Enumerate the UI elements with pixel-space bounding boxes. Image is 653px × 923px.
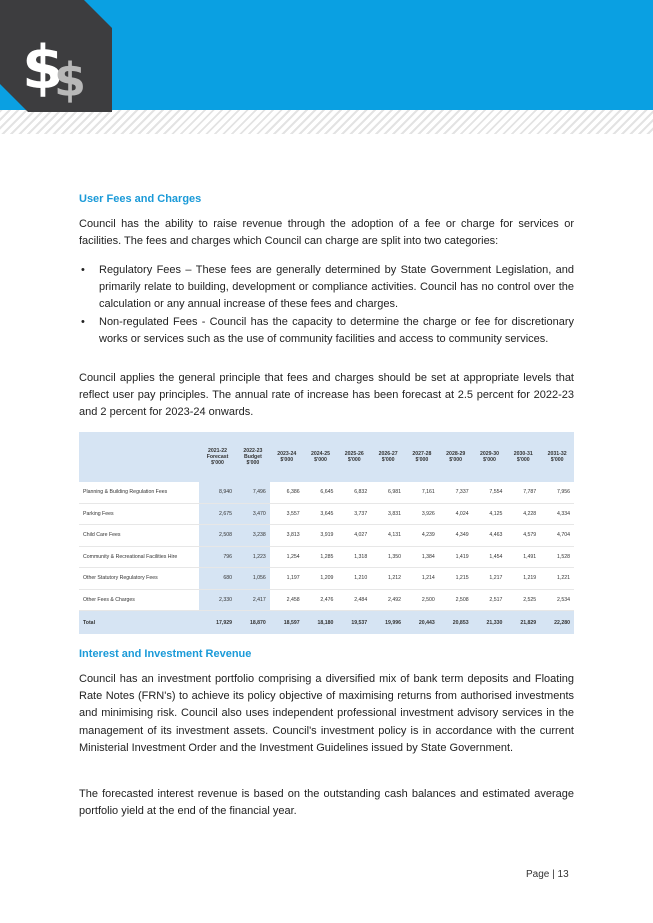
- table-cell: 3,926: [405, 503, 439, 525]
- table-cell: 3,645: [304, 503, 338, 525]
- table-total-cell: 20,443: [405, 611, 439, 635]
- bullet-text: Regulatory Fees – These fees are generally determined by State Government Legislation, and primarily relate to building, development or compliance activities. Council has no control over the calculation or any annual increase of these fees and charges.: [99, 264, 574, 311]
- table-cell: 2,675: [199, 503, 236, 525]
- table-row-label: Parking Fees: [79, 503, 199, 525]
- table-cell: 1,384: [405, 546, 439, 568]
- table-cell: 1,215: [439, 568, 473, 590]
- fees-closing-paragraph: Council applies the general principle that fees and charges should be set at appropriate levels that reflect user pay principles. The annual rate of increase has been forecast at 2.5 percent for 2022-23 and 2 percent for 2023-24 onwards.: [79, 372, 574, 419]
- table-total-cell: 20,853: [439, 611, 473, 635]
- bullet-icon: •: [81, 264, 85, 276]
- table-cell: 2,525: [506, 589, 540, 611]
- table-header-cell: 2021-22 Forecast $'000: [199, 432, 236, 482]
- table-cell: 3,737: [337, 503, 371, 525]
- bullet-non-regulated-fees: [79, 314, 574, 348]
- table-cell: 4,131: [371, 525, 405, 547]
- table-cell: 1,318: [337, 546, 371, 568]
- table-row-label: Planning & Building Regulation Fees: [79, 482, 199, 503]
- table-cell: 2,508: [199, 525, 236, 547]
- table-cell: 3,470: [236, 503, 270, 525]
- table-cell: 1,254: [270, 546, 304, 568]
- table-total-cell: 21,330: [473, 611, 507, 635]
- table-cell: 1,223: [236, 546, 270, 568]
- table-cell: 7,956: [540, 482, 574, 503]
- table-row: [79, 589, 574, 611]
- table-cell: 1,221: [540, 568, 574, 590]
- table-row-label: Other Fees & Charges: [79, 589, 199, 611]
- svg-text:$: $: [54, 53, 87, 107]
- table-cell: 3,813: [270, 525, 304, 547]
- table-cell: 1,350: [371, 546, 405, 568]
- table-cell: 680: [199, 568, 236, 590]
- table-cell: 1,197: [270, 568, 304, 590]
- table-total-cell: 21,829: [506, 611, 540, 635]
- table-row: [79, 546, 574, 568]
- table-cell: 8,940: [199, 482, 236, 503]
- table-total-cell: 22,280: [540, 611, 574, 635]
- table-header-cell: 2022-23 Budget $'000: [236, 432, 270, 482]
- bullet-icon: •: [81, 315, 85, 328]
- table-cell: 2,508: [439, 589, 473, 611]
- table-cell: 4,027: [337, 525, 371, 547]
- table-total-cell: 18,870: [236, 611, 270, 635]
- table-header-cell: 2031-32 $'000: [540, 432, 574, 482]
- fees-bullet-list: [79, 262, 574, 348]
- table-cell: 2,458: [270, 589, 304, 611]
- table-cell: 7,554: [473, 482, 507, 503]
- table-cell: 1,285: [304, 546, 338, 568]
- table-header-cell: 2029-30 $'000: [473, 432, 507, 482]
- table-total-cell: 17,929: [199, 611, 236, 635]
- table-cell: 2,484: [337, 589, 371, 611]
- bullet-text: Non-regulated Fees - Council has the capacity to determine the charge or fee for discretionary works or services such as the use of community facilities and access to community services.: [99, 315, 574, 345]
- table-cell: 3,919: [304, 525, 338, 547]
- fees-intro-paragraph: Council has the ability to raise revenue through the adoption of a fee or charge for services or facilities. The fees and charges which Council can charge are split into two categories:: [79, 218, 574, 248]
- table-cell: 6,645: [304, 482, 338, 503]
- table-cell: 4,334: [540, 503, 574, 525]
- table-header-cell: 2028-29 $'000: [439, 432, 473, 482]
- bullet-regulatory-fees: [79, 262, 574, 314]
- table-cell: 4,125: [473, 503, 507, 525]
- table-cell: 1,214: [405, 568, 439, 590]
- table-total-cell: 18,597: [270, 611, 304, 635]
- table-cell: 2,517: [473, 589, 507, 611]
- table-cell: 2,476: [304, 589, 338, 611]
- table-cell: 1,491: [506, 546, 540, 568]
- table-cell: 1,454: [473, 546, 507, 568]
- table-cell: 2,417: [236, 589, 270, 611]
- table-cell: 7,337: [439, 482, 473, 503]
- table-cell: 1,209: [304, 568, 338, 590]
- table-header-row: [79, 432, 574, 482]
- table-cell: 7,161: [405, 482, 439, 503]
- table-cell: 1,419: [439, 546, 473, 568]
- table-cell: 3,831: [371, 503, 405, 525]
- table-cell: 2,534: [540, 589, 574, 611]
- section-title-user-fees: User Fees and Charges: [79, 193, 202, 205]
- table-header-cell: 2024-25 $'000: [304, 432, 338, 482]
- table-total-row: [79, 611, 574, 635]
- table-row: [79, 503, 574, 525]
- table-row: [79, 482, 574, 503]
- table-cell: 796: [199, 546, 236, 568]
- table-total-cell: 18,180: [304, 611, 338, 635]
- table-row: [79, 568, 574, 590]
- fees-charges-table: [79, 432, 574, 634]
- table-header-cell: 2030-31 $'000: [506, 432, 540, 482]
- table-cell: 4,463: [473, 525, 507, 547]
- table-cell: 2,492: [371, 589, 405, 611]
- table-row: [79, 525, 574, 547]
- table-cell: 4,239: [405, 525, 439, 547]
- table-cell: 4,704: [540, 525, 574, 547]
- table-row-label: Community & Recreational Facilities Hire: [79, 546, 199, 568]
- table-cell: 2,330: [199, 589, 236, 611]
- table-body: [79, 482, 574, 634]
- dollar-logo-icon: [0, 0, 112, 112]
- table-total-cell: 19,996: [371, 611, 405, 635]
- table-cell: 1,056: [236, 568, 270, 590]
- table-header-cell: 2026-27 $'000: [371, 432, 405, 482]
- table-cell: 1,217: [473, 568, 507, 590]
- table-header-cell: 2023-24 $'000: [270, 432, 304, 482]
- table-cell: 1,528: [540, 546, 574, 568]
- table-cell: 1,219: [506, 568, 540, 590]
- table-cell: 1,210: [337, 568, 371, 590]
- table-cell: 6,832: [337, 482, 371, 503]
- table-row-label: Child Care Fees: [79, 525, 199, 547]
- svg-text:$: $: [22, 33, 64, 103]
- table-cell: 4,024: [439, 503, 473, 525]
- table-cell: 2,500: [405, 589, 439, 611]
- page-number: Page | 13: [526, 869, 569, 880]
- table-cell: 6,981: [371, 482, 405, 503]
- table-cell: 3,238: [236, 525, 270, 547]
- table-header-cell: 2027-28 $'000: [405, 432, 439, 482]
- header-hatch-strip: [0, 110, 653, 134]
- table-cell: 4,228: [506, 503, 540, 525]
- table-cell: 4,349: [439, 525, 473, 547]
- table-cell: 6,386: [270, 482, 304, 503]
- table-cell: 7,787: [506, 482, 540, 503]
- table-total-cell: 19,537: [337, 611, 371, 635]
- table-header-cell: 2025-26 $'000: [337, 432, 371, 482]
- section-title-interest: Interest and Investment Revenue: [79, 648, 252, 660]
- table-cell: 4,579: [506, 525, 540, 547]
- table-cell: 7,496: [236, 482, 270, 503]
- table-row-label: Other Statutory Regulatory Fees: [79, 568, 199, 590]
- table-cell: 1,212: [371, 568, 405, 590]
- table-cell: 3,557: [270, 503, 304, 525]
- interest-paragraph-2: The forecasted interest revenue is based on the outstanding cash balances and estimated average portfolio yield at the end of the financial year.: [79, 788, 574, 818]
- table-total-label: Total: [79, 611, 199, 635]
- table-header-category: [79, 432, 199, 482]
- interest-paragraph-1: Council has an investment portfolio comprising a diversified mix of bank term deposits and Floating Rate Notes (FRN's) to achieve its policy objective of maximising returns from authorised investments and minimising risk. Council also uses independent professional investment advisory services in the management of its investment assets. Council's investment policy is in accordance with the current Ministerial Investment Order and the Investment Guidelines issued by State Government.: [79, 673, 574, 754]
